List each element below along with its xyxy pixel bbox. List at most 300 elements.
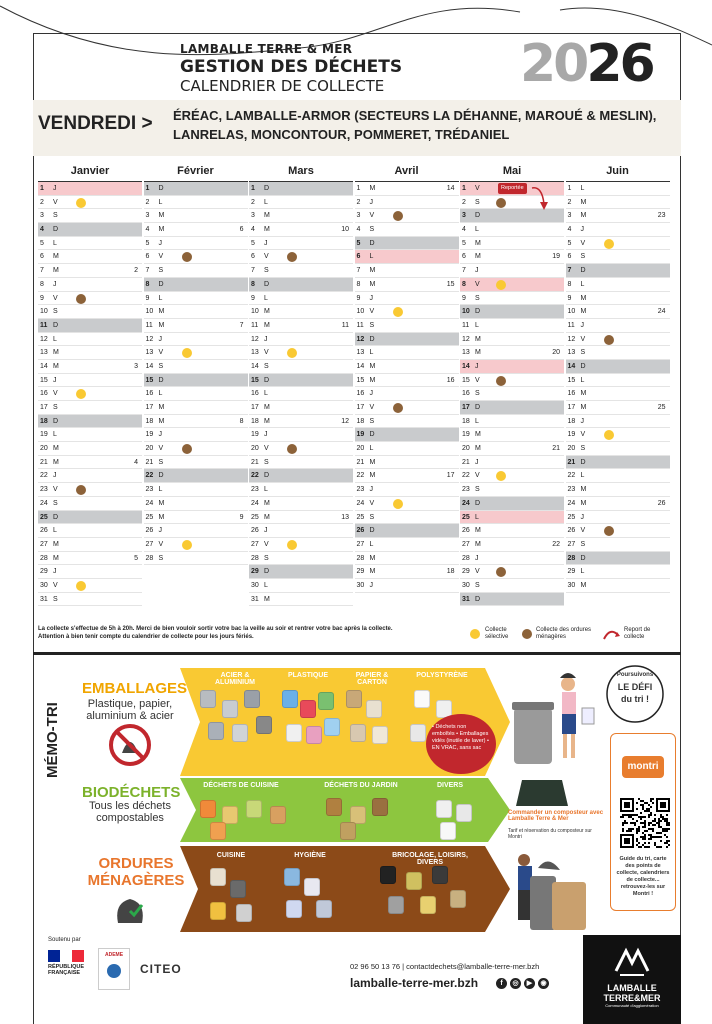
day-number: 18 <box>145 417 154 425</box>
day-number: 3 <box>567 212 572 220</box>
waste-item-image <box>230 880 246 898</box>
calendar-day <box>460 333 564 347</box>
calendar-day <box>144 374 248 388</box>
waste-item-image <box>306 726 322 744</box>
day-letter: M <box>264 404 270 411</box>
day-letter: M <box>158 212 165 220</box>
selective-collection-dot <box>76 581 86 591</box>
day-letter: D <box>580 267 586 275</box>
day-number: 28 <box>145 554 154 562</box>
calendar-day <box>566 292 670 306</box>
day-letter: J <box>158 431 162 439</box>
bio-col-jardin: DÉCHETS DU JARDIN <box>324 782 398 789</box>
calendar-day <box>144 196 248 210</box>
day-number: 11 <box>462 321 470 329</box>
day-number: 8 <box>567 280 572 288</box>
day-number: 10 <box>567 308 576 316</box>
day-number: 24 <box>567 499 576 507</box>
day-letter: M <box>264 308 270 316</box>
day-letter: L <box>53 239 57 247</box>
day-letter: J <box>53 280 57 288</box>
waste-item-image <box>436 800 452 818</box>
day-letter: S <box>475 294 480 302</box>
day-letter: V <box>158 349 164 357</box>
day-number: 23 <box>251 486 259 494</box>
day-letter: V <box>369 499 375 507</box>
calendar-day <box>355 209 459 223</box>
day-letter: D <box>369 239 375 247</box>
day-number: 17 <box>462 404 470 411</box>
calendar-day <box>249 442 353 456</box>
day-letter: M <box>158 321 165 329</box>
calendar-day <box>566 415 670 429</box>
week-number: 14 <box>446 185 455 192</box>
day-letter: V <box>264 445 269 453</box>
day-letter: J <box>53 185 57 192</box>
calendar-day <box>460 223 564 237</box>
week-number: 24 <box>657 308 666 316</box>
day-number: 17 <box>251 404 259 411</box>
day-letter: M <box>369 376 376 384</box>
day-number: 5 <box>356 239 361 247</box>
day-number: 8 <box>145 280 150 288</box>
household-collection-dot <box>182 444 192 454</box>
month-février <box>144 162 248 565</box>
week-number: 12 <box>341 417 349 425</box>
day-number: 12 <box>40 335 48 343</box>
day-number: 21 <box>40 458 48 466</box>
household-collection-dot <box>393 211 403 221</box>
communes-list: ÉRÉAC, LAMBALLE-ARMOR (SECTEURS LA DÉHANNE, MAROUÉ & MESLIN), LANRELAS, MONCONTOUR, POMMERET, TRÉDANIEL <box>173 108 657 142</box>
day-number: 10 <box>145 308 154 316</box>
day-letter: D <box>264 568 270 576</box>
calendar-day <box>249 196 353 210</box>
week-number: 20 <box>552 349 560 357</box>
day-letter: M <box>475 335 481 343</box>
day-letter: J <box>158 335 162 343</box>
calendar-day <box>460 565 564 579</box>
week-number: 10 <box>341 226 349 234</box>
day-letter: S <box>369 417 375 425</box>
day-letter: J <box>369 486 373 494</box>
day-letter: S <box>580 445 586 453</box>
montri-qr-code[interactable] <box>618 796 672 850</box>
day-letter: L <box>158 390 163 398</box>
day-number: 16 <box>356 390 365 398</box>
day-letter: L <box>475 321 479 329</box>
emb-col-polystyrene: POLYSTYRÈNE <box>416 672 468 679</box>
day-number: 26 <box>567 527 576 535</box>
week-number: 7 <box>239 321 244 329</box>
day-letter: J <box>475 267 479 275</box>
day-letter: M <box>580 198 587 206</box>
calendar-day <box>249 456 353 470</box>
day-letter: L <box>158 294 163 302</box>
day-number: 22 <box>356 472 365 480</box>
selective-collection-dot <box>287 540 297 550</box>
day-letter: D <box>158 376 164 384</box>
waste-item-image <box>222 806 238 824</box>
day-number: 18 <box>251 417 259 425</box>
calendar-day <box>355 333 459 347</box>
emb-col-plastique: PLASTIQUE <box>287 672 329 679</box>
day-number: 19 <box>462 431 470 439</box>
day-number: 6 <box>40 253 44 261</box>
day-letter: L <box>264 486 268 494</box>
day-number: 28 <box>567 554 576 562</box>
waste-item-image <box>232 724 248 742</box>
waste-item-image <box>406 872 422 890</box>
supported-by: Soutenu par <box>48 937 81 943</box>
calendar-day <box>144 442 248 456</box>
day-letter: M <box>580 499 587 507</box>
day-number: 9 <box>40 294 44 302</box>
waste-item-image <box>200 690 216 708</box>
calendar-day <box>38 319 142 333</box>
day-letter: M <box>369 472 376 480</box>
week-number: 23 <box>657 212 666 220</box>
day-letter: M <box>53 362 59 370</box>
waste-item-image <box>316 900 332 918</box>
day-number: 4 <box>40 226 44 234</box>
calendar-day <box>355 305 459 319</box>
day-letter: M <box>475 540 481 548</box>
calendar-day <box>460 497 564 511</box>
calendar-day <box>355 374 459 388</box>
day-letter: M <box>369 267 376 275</box>
day-number: 15 <box>462 376 470 384</box>
household-collection-dot <box>496 198 506 208</box>
day-number: 28 <box>40 554 48 562</box>
calendar-day <box>355 223 459 237</box>
day-number: 23 <box>462 486 470 494</box>
calendar-day <box>249 319 353 333</box>
composter-info: Tarif et réservation du composteur sur Montri <box>508 828 592 840</box>
calendar-day <box>460 250 564 264</box>
day-number: 1 <box>251 185 255 192</box>
day-letter: S <box>369 226 375 234</box>
waste-item-image <box>450 890 466 908</box>
calendar-day <box>144 292 248 306</box>
day-letter: L <box>53 527 57 535</box>
household-collection-dot <box>393 403 403 413</box>
day-letter: D <box>475 212 481 220</box>
linkedin-icon[interactable]: ◉ <box>538 978 549 989</box>
day-letter: D <box>158 472 164 480</box>
report-arrow-icon <box>530 182 554 212</box>
day-letter: S <box>475 581 480 589</box>
day-letter: V <box>158 540 164 548</box>
calendar-day <box>38 374 142 388</box>
day-letter: V <box>580 431 586 439</box>
selective-legend-dot <box>470 629 480 639</box>
contact-info: 02 96 50 13 76 | contactdechets@lamballe-terre-mer.bzh <box>350 962 540 971</box>
calendar-day <box>566 552 670 566</box>
day-letter: S <box>53 212 58 220</box>
day-letter: V <box>580 527 586 535</box>
day-letter: D <box>264 472 270 480</box>
day-letter: V <box>53 581 58 589</box>
day-letter: J <box>475 362 479 370</box>
waste-item-image <box>326 798 342 816</box>
defi-line1: Poursuivons <box>616 672 654 678</box>
calendar-day <box>566 305 670 319</box>
website-link[interactable]: lamballe-terre-mer.bzh <box>350 976 479 990</box>
waste-item-image <box>210 902 226 920</box>
om-col-cuisine: CUISINE <box>216 852 246 859</box>
day-letter: L <box>264 198 268 206</box>
calendar-day <box>460 469 564 483</box>
calendar-day <box>355 579 459 593</box>
week-number: 8 <box>239 417 244 425</box>
youtube-icon[interactable]: ▶ <box>524 978 535 989</box>
calendar-day <box>38 415 142 429</box>
year: 2026 <box>520 34 653 94</box>
calendar-day <box>355 483 459 497</box>
calendar-day <box>460 278 564 292</box>
calendar-day <box>144 469 248 483</box>
facebook-icon[interactable]: f <box>496 978 507 989</box>
day-number: 2 <box>462 198 466 206</box>
day-letter: J <box>264 431 268 439</box>
calendar-day <box>38 593 142 607</box>
day-letter: S <box>369 321 375 329</box>
day-number: 29 <box>251 568 259 576</box>
day-number: 18 <box>40 417 48 425</box>
calendar-day <box>355 415 459 429</box>
day-number: 27 <box>145 540 154 548</box>
waste-item-image <box>414 690 430 708</box>
waste-item-image <box>432 866 448 884</box>
day-letter: D <box>369 335 375 343</box>
day-number: 1 <box>462 185 466 192</box>
week-number: 18 <box>446 568 455 576</box>
waste-item-image <box>270 806 286 824</box>
calendar-day <box>249 579 353 593</box>
day-number: 6 <box>567 253 572 261</box>
calendar-day <box>355 264 459 278</box>
day-letter: S <box>158 362 164 370</box>
day-letter: L <box>580 376 585 384</box>
calendar-day <box>249 237 353 251</box>
calendar-day <box>566 469 670 483</box>
day-letter: M <box>580 486 587 494</box>
calendar-day <box>144 209 248 223</box>
week-number: 21 <box>552 445 560 453</box>
waste-item-image <box>388 896 404 914</box>
calendar-day <box>144 319 248 333</box>
day-letter: M <box>369 280 376 288</box>
day-number: 8 <box>251 280 255 288</box>
calendar-day <box>144 415 248 429</box>
day-number: 16 <box>462 390 470 398</box>
biodechets-title: BIODÉCHETS <box>82 784 181 801</box>
day-number: 22 <box>40 472 48 480</box>
day-number: 5 <box>145 239 150 247</box>
day-number: 1 <box>145 185 150 192</box>
waste-item-image <box>340 822 356 840</box>
day-letter: M <box>158 499 165 507</box>
month-juin <box>566 162 670 593</box>
month-mai <box>460 162 564 606</box>
day-letter: L <box>580 280 585 288</box>
ltm-emblem-icon <box>612 941 652 979</box>
day-letter: L <box>369 253 374 261</box>
day-number: 15 <box>567 376 576 384</box>
reportee-badge: Reportée <box>498 183 527 194</box>
day-letter: L <box>475 417 479 425</box>
household-collection-dot <box>287 444 297 454</box>
emballages-title: EMBALLAGES <box>82 680 187 697</box>
day-number: 3 <box>40 212 44 220</box>
waste-item-image <box>286 900 302 918</box>
day-number: 14 <box>145 362 154 370</box>
household-collection-dot <box>496 567 506 577</box>
calendar-day <box>38 182 142 196</box>
calendar-day <box>144 237 248 251</box>
calendar-day <box>249 401 353 415</box>
day-number: 10 <box>40 308 48 316</box>
calendar-day <box>566 538 670 552</box>
calendar-day <box>144 250 248 264</box>
day-letter: M <box>264 499 270 507</box>
day-letter: M <box>264 417 270 425</box>
day-letter: M <box>53 458 59 466</box>
republique-flag-icon <box>48 950 84 962</box>
person-sorting-illustration <box>510 668 600 766</box>
day-letter: L <box>158 486 163 494</box>
calendar-day <box>144 401 248 415</box>
day-number: 15 <box>251 376 259 384</box>
day-number: 2 <box>145 198 150 206</box>
day-letter: J <box>53 568 57 576</box>
day-number: 11 <box>40 321 48 329</box>
waste-item-image <box>440 822 456 840</box>
day-number: 25 <box>251 513 259 521</box>
day-number: 16 <box>251 390 259 398</box>
waste-item-image <box>324 718 340 736</box>
day-number: 5 <box>40 239 44 247</box>
legend-report: Report de collecte <box>624 627 651 640</box>
day-number: 1 <box>356 185 361 192</box>
day-number: 11 <box>145 321 153 329</box>
day-letter: M <box>369 362 376 370</box>
calendar-day <box>144 552 248 566</box>
waste-item-image <box>256 716 272 734</box>
calendar-day <box>460 579 564 593</box>
day-letter: M <box>369 185 376 192</box>
day-letter: L <box>369 540 374 548</box>
day-number: 7 <box>567 267 572 275</box>
day-letter: J <box>369 198 373 206</box>
household-collection-dot <box>287 252 297 262</box>
day-letter: V <box>475 472 480 480</box>
day-number: 22 <box>145 472 154 480</box>
day-number: 7 <box>251 267 255 275</box>
week-number: 15 <box>446 280 455 288</box>
day-number: 28 <box>356 554 365 562</box>
calendar-day <box>460 593 564 607</box>
day-letter: J <box>369 390 373 398</box>
day-letter: M <box>475 431 481 439</box>
calendar-day <box>144 182 248 196</box>
calendar-day <box>38 292 142 306</box>
calendar-day <box>460 346 564 360</box>
day-number: 7 <box>40 267 44 275</box>
day-letter: D <box>158 280 164 288</box>
calendar-day <box>566 182 670 196</box>
calendar-day <box>249 387 353 401</box>
calendar-day <box>566 387 670 401</box>
week-number: 4 <box>134 458 138 466</box>
day-number: 27 <box>40 540 48 548</box>
calendar-day <box>144 333 248 347</box>
no-bag-icon <box>108 723 152 767</box>
day-letter: J <box>158 239 162 247</box>
bio-col-divers: DIVERS <box>436 782 464 789</box>
calendar-day <box>566 196 670 210</box>
day-letter: M <box>158 513 165 521</box>
composter-image <box>510 778 574 808</box>
calendar-day <box>249 511 353 525</box>
day-number: 30 <box>567 581 576 589</box>
month-header: Mars <box>249 162 353 182</box>
day-number: 2 <box>40 198 44 206</box>
calendar-day <box>38 442 142 456</box>
waste-item-image <box>304 878 320 896</box>
calendar-day <box>249 374 353 388</box>
calendar-day <box>460 387 564 401</box>
day-letter: J <box>580 226 584 234</box>
calendar-day <box>355 346 459 360</box>
day-letter: M <box>475 349 481 357</box>
calendar-day <box>566 264 670 278</box>
day-number: 15 <box>145 376 154 384</box>
report-arrow-icon <box>602 627 622 641</box>
day-number: 20 <box>251 445 259 453</box>
day-letter: J <box>475 554 479 562</box>
instagram-icon[interactable]: ◎ <box>510 978 521 989</box>
day-number: 17 <box>145 404 154 411</box>
day-number: 16 <box>145 390 154 398</box>
day-letter: L <box>475 226 479 234</box>
day-number: 2 <box>251 198 255 206</box>
day-letter: M <box>158 308 165 316</box>
day-number: 9 <box>356 294 361 302</box>
day-letter: L <box>264 581 268 589</box>
day-number: 20 <box>462 445 470 453</box>
calendar-day <box>460 292 564 306</box>
calendar-day <box>566 278 670 292</box>
calendar-day <box>144 387 248 401</box>
day-number: 6 <box>462 253 466 261</box>
calendar-day <box>38 538 142 552</box>
emballages-tips-bubble: • Déchets non emboîtés • Emballages vidés (inutile de laver) • EN VRAC, sans sac <box>426 714 496 774</box>
emb-col-papier: PAPIER & CARTON <box>355 672 389 686</box>
day-number: 24 <box>462 499 470 507</box>
waste-item-image <box>246 800 262 818</box>
day-number: 29 <box>462 568 470 576</box>
week-number: 9 <box>239 513 244 521</box>
calendar-day <box>355 442 459 456</box>
day-number: 3 <box>356 212 361 220</box>
calendar-day <box>38 250 142 264</box>
day-letter: V <box>264 540 269 548</box>
day-number: 23 <box>40 486 48 494</box>
day-number: 11 <box>251 321 259 329</box>
calendar-day <box>355 292 459 306</box>
day-number: 4 <box>251 226 255 234</box>
